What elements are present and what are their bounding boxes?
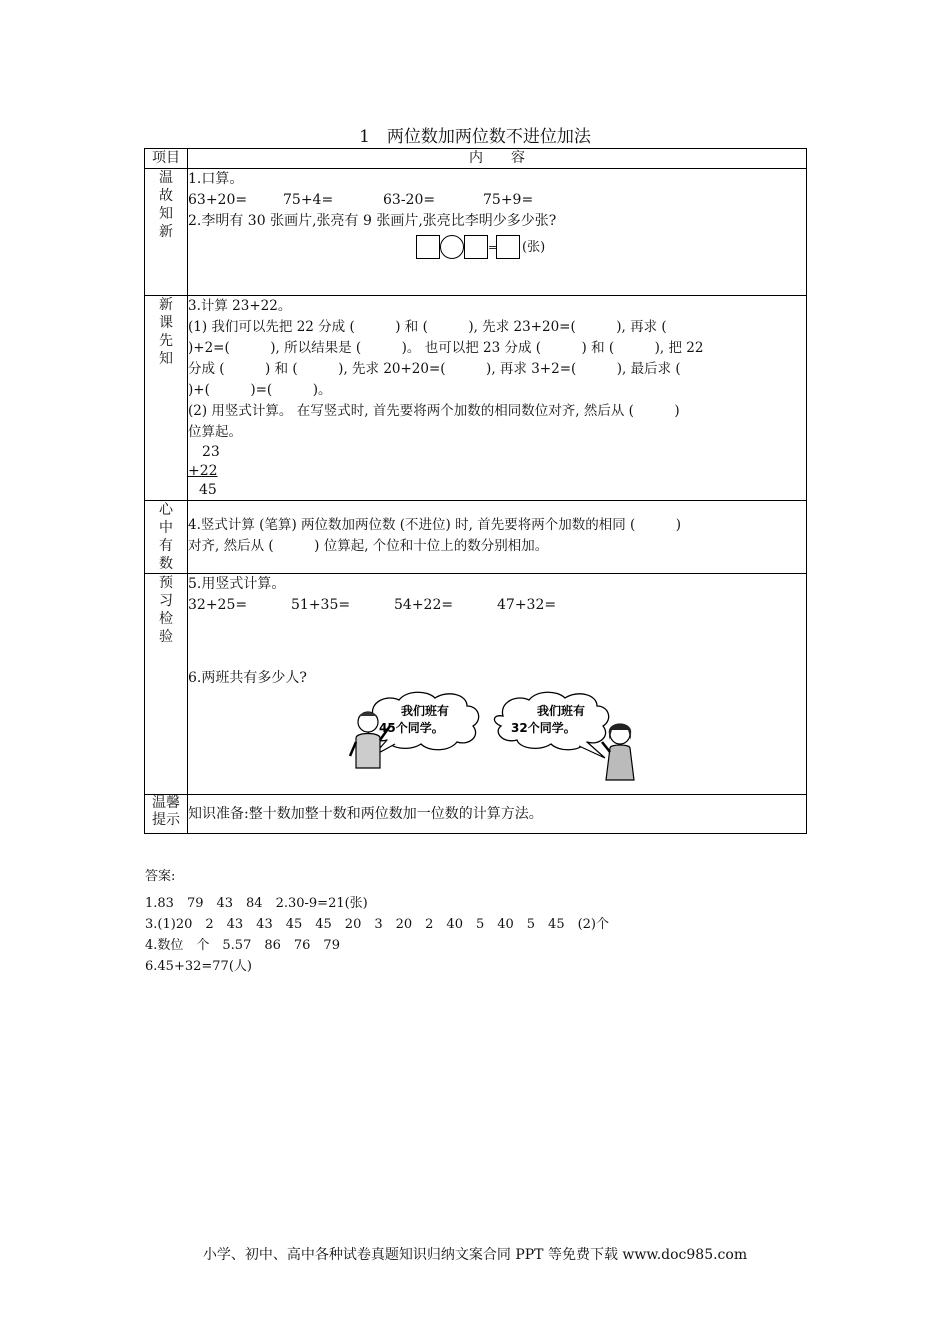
label-char: 先 <box>159 333 173 349</box>
text-line: )+( )=( )。 <box>188 382 332 398</box>
operator-circle[interactable] <box>440 235 464 259</box>
question-6-text: 6.两班共有多少人? <box>188 670 307 686</box>
equals-sign: = <box>488 240 498 254</box>
right-cloud <box>494 692 608 758</box>
answer-box[interactable] <box>464 235 488 259</box>
text-line: (2) 用竖式计算。 在写竖式时, 首先要将两个加数的相同数位对齐, 然后从 ( ) <box>188 403 680 419</box>
expr: 63-20= <box>383 192 436 208</box>
bubble-line: 32个同学。 <box>511 721 576 735</box>
section-label <box>145 795 188 834</box>
text-line: 4.竖式计算 (笔算) 两位数加两位数 (不进位) 时, 首先要将两个加数的相同 ( ) <box>188 517 682 533</box>
label-char: 验 <box>159 629 173 645</box>
text-line: (1) 我们可以先把 22 分成 ( ) 和 ( ), 先求 23+20=( ), 再求 ( <box>188 319 667 335</box>
section-review <box>145 169 807 296</box>
text-line: )+2=( ), 所以结果是 ( )。 也可以把 23 分成 ( ) 和 ( ), 把 22 <box>188 340 704 356</box>
answer-line: 6.45+32=77(人) <box>145 959 252 974</box>
girl-figure <box>598 720 640 782</box>
label-char: 新 <box>159 224 173 240</box>
section-content <box>188 169 807 296</box>
text-line: 3.计算 23+22。 <box>188 298 292 314</box>
label-char: 知 <box>159 351 173 367</box>
bubble-line: 45个同学。 <box>379 721 444 735</box>
label-char: 课 <box>159 315 173 331</box>
section-tip <box>145 795 807 834</box>
label-char: 新 <box>159 297 173 313</box>
section-content <box>188 574 807 795</box>
worksheet-table <box>144 148 807 834</box>
answer-heading: 答案: <box>145 869 176 884</box>
question-1-exprs <box>188 190 806 211</box>
expr: 75+4= <box>283 192 334 208</box>
label-char: 检 <box>159 611 173 627</box>
answer-line: 1.83 79 43 84 2.30-9=21(张) <box>145 896 368 911</box>
vertical-result: 45 <box>199 482 217 498</box>
section-content <box>188 501 807 574</box>
page-title: 1 两位数加两位数不进位加法 <box>359 127 591 147</box>
expr: 47+32= <box>497 597 557 613</box>
expr: 51+35= <box>291 597 351 613</box>
section-content <box>188 296 807 501</box>
text-line: 分成 ( ) 和 ( ), 先求 20+20=( ), 再求 3+2=( ), 最后求 ( <box>188 361 681 377</box>
section-label <box>145 574 188 795</box>
label-char: 预 <box>159 575 173 591</box>
section-label <box>145 296 188 501</box>
question-2-text: 2.李明有 30 张画片,张亮有 9 张画片,张亮比李明少多少张? <box>188 213 557 229</box>
expr: 63+20= <box>188 192 248 208</box>
section-new-lesson <box>145 296 807 501</box>
expr: 75+9= <box>483 192 534 208</box>
section-key-points <box>145 501 807 574</box>
table-header-row <box>145 149 807 169</box>
vertical-addend: +22 <box>188 463 218 479</box>
text-line: 对齐, 然后从 ( ) 位算起, 个位和十位上的数分别相加。 <box>188 538 549 554</box>
unit-label: (张) <box>522 239 546 255</box>
header-item: 项目 <box>145 149 188 169</box>
boy-figure <box>348 708 394 770</box>
section-label <box>145 169 188 296</box>
section-content <box>188 795 807 834</box>
label-char: 温 <box>159 170 173 186</box>
label-char: 心 <box>159 502 173 518</box>
label-char: 数 <box>159 556 173 572</box>
expr: 54+22= <box>394 597 454 613</box>
label-char: 温馨 <box>152 795 180 811</box>
answer-box[interactable] <box>416 235 440 259</box>
label-char: 中 <box>159 520 173 536</box>
answer-boxes <box>416 232 806 262</box>
label-char: 有 <box>159 538 173 554</box>
answer-box[interactable] <box>496 235 520 259</box>
header-content: 内 容 <box>188 149 807 169</box>
expr: 32+25= <box>188 597 248 613</box>
bubble-line: 我们班有 <box>401 704 450 718</box>
answer-section <box>145 866 609 977</box>
label-char: 提示 <box>152 812 180 828</box>
section-practice <box>145 574 807 795</box>
answer-line: 4.数位 个 5.57 86 76 79 <box>145 938 340 953</box>
question-5-title: 5.用竖式计算。 <box>188 576 286 592</box>
label-char: 故 <box>159 188 173 204</box>
footer-text: 小学、初中、高中各种试卷真题知识归纳文案合同 PPT 等免费下载 www.doc985.com <box>202 1247 748 1263</box>
answer-line: 3.(1)20 2 43 43 45 45 20 3 20 2 40 5 40 5 45 (2)个 <box>145 917 610 932</box>
label-char: 习 <box>159 593 173 609</box>
label-char: 知 <box>159 206 173 222</box>
question-1-title: 1.口算。 <box>188 171 244 187</box>
bubble-line: 我们班有 <box>537 704 586 718</box>
section-label <box>145 501 188 574</box>
vertical-calculation <box>188 443 806 500</box>
vertical-top: 23 <box>202 444 220 460</box>
text-line: 位算起。 <box>188 424 242 440</box>
question-5-exprs <box>188 595 806 616</box>
tip-text: 知识准备:整十数加整十数和两位数加一位数的计算方法。 <box>188 805 543 822</box>
